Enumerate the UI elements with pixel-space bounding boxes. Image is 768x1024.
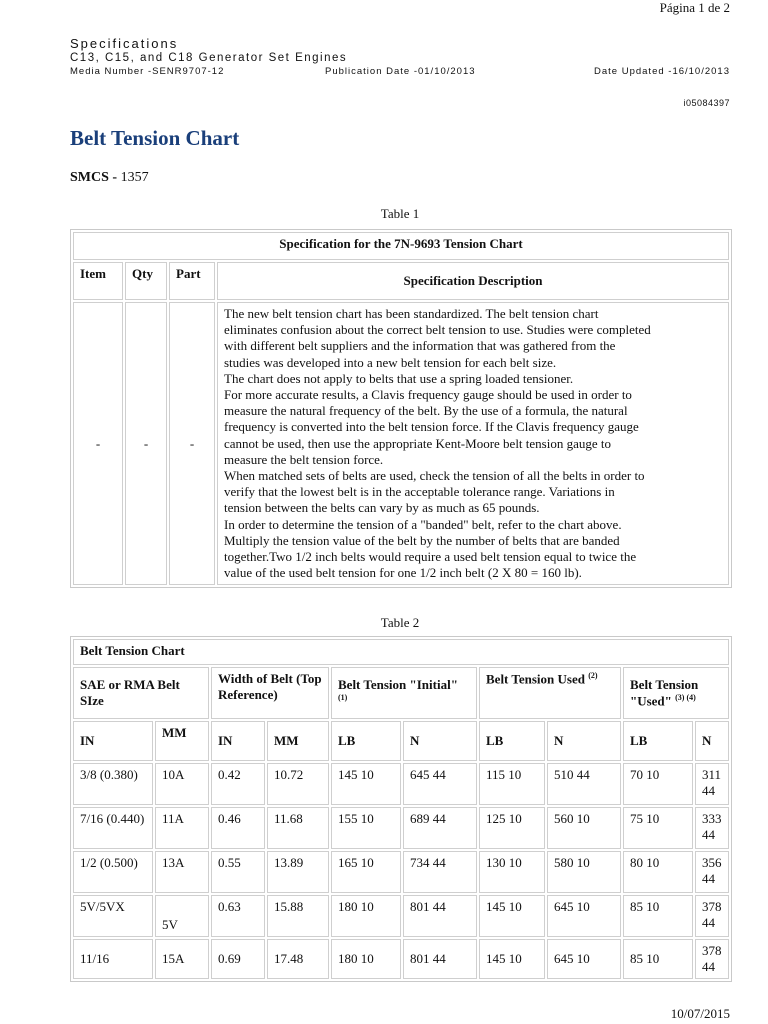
subcol-width-in: IN — [211, 721, 265, 761]
group-used-label: Belt Tension Used — [486, 671, 585, 687]
publication-date: Publication Date -01/10/2013 — [325, 66, 476, 77]
group-used — [479, 667, 621, 719]
cell-used-lb: 130 10 — [479, 851, 545, 893]
cell-used-q-lb: 75 10 — [623, 807, 693, 849]
cell-width-in: 0.42 — [211, 763, 265, 805]
used-footnote: (2) — [588, 671, 598, 680]
cell-used-q-n: 356 44 — [695, 851, 729, 893]
cell-initial-n: 801 44 — [403, 939, 477, 979]
cell-belt-in: 3/8 (0.380) — [73, 763, 153, 805]
initial-footnote: (1) — [338, 692, 348, 702]
subcol-used-lb: LB — [479, 721, 545, 761]
table2-caption: Table 2 — [380, 615, 420, 630]
cell-belt-in: 5V/5VX — [73, 895, 153, 937]
cell-description — [217, 302, 729, 585]
cell-width-in: 0.63 — [211, 895, 265, 937]
description-line: In order to determine the tension of a "banded" belt, refer to the chart above. — [224, 516, 622, 532]
cell-belt-mm: 10A — [155, 763, 209, 805]
cell-belt-mm: 5V — [155, 895, 209, 937]
subcol-used-q-lb: LB — [623, 721, 693, 761]
description-line: studies was developed into a new belt tension for each belt size. — [224, 354, 557, 370]
cell-used-q-n: 311 44 — [695, 763, 729, 805]
cell-part: - — [169, 302, 215, 585]
table-row — [73, 763, 729, 805]
subcol-used-q-n: N — [695, 721, 729, 761]
description-line: The new belt tension chart has been standardized. The belt tension chart — [224, 306, 599, 321]
description-line: The chart does not apply to belts that use a spring loaded tensioner. — [224, 370, 574, 386]
subcol-in: IN — [73, 721, 153, 761]
subcol-width-mm: MM — [267, 721, 329, 761]
media-number: Media Number -SENR9707-12 — [70, 66, 225, 77]
belt-tension-table — [70, 636, 732, 982]
table1-caption: Table 1 — [380, 206, 420, 221]
description-line: cannot be used, then use the appropriate Kent-Moore belt tension gauge to — [224, 435, 611, 451]
description-line: frequency is converted into the belt tension force. If the Clavis frequency gauge — [224, 419, 639, 435]
description-line: When matched sets of belts are used, check the tension of all the belts in order to — [224, 468, 645, 484]
subcol-initial-n: N — [403, 721, 477, 761]
cell-used-q-lb: 85 10 — [623, 895, 693, 937]
cell-used-q-lb: 80 10 — [623, 851, 693, 893]
cell-used-q-n: 378 44 — [695, 939, 729, 979]
cell-width-mm: 10.72 — [267, 763, 329, 805]
group-used-q-label: Belt Tension "Used" — [630, 676, 699, 709]
description-line: measure the natural frequency of the belt. By the use of a formula, the natural — [224, 403, 628, 419]
cell-initial-n: 645 44 — [403, 763, 477, 805]
cell-used-n: 580 10 — [547, 851, 621, 893]
col-part: Part — [169, 262, 215, 300]
col-qty: Qty — [125, 262, 167, 300]
description-line: tension between the belts can vary by as much as 65 pounds. — [224, 500, 540, 516]
header-category: Specifications — [70, 36, 179, 51]
group-initial — [331, 667, 477, 719]
cell-initial-n: 689 44 — [403, 807, 477, 849]
footer-date: 10/07/2015 — [670, 1006, 730, 1021]
spec-table — [70, 229, 732, 588]
smcs-value: 1357 — [120, 170, 149, 185]
document-id: i05084397 — [683, 98, 730, 108]
cell-initial-n: 734 44 — [403, 851, 477, 893]
cell-belt-in: 1/2 (0.500) — [73, 851, 153, 893]
cell-belt-in: 7/16 (0.440) — [73, 807, 153, 849]
table-row — [73, 851, 729, 893]
cell-used-lb: 115 10 — [479, 763, 545, 805]
cell-used-q-lb: 85 10 — [623, 939, 693, 979]
cell-width-in: 0.46 — [211, 807, 265, 849]
cell-width-in: 0.69 — [211, 939, 265, 979]
header-subtitle: C13, C15, and C18 Generator Set Engines — [70, 52, 348, 64]
cell-belt-in: 11/16 — [73, 939, 153, 979]
table2-heading: Belt Tension Chart — [73, 639, 729, 665]
cell-belt-mm: 13A — [155, 851, 209, 893]
table-row — [73, 939, 729, 979]
description-line: measure the belt tension force. — [224, 451, 384, 467]
cell-belt-mm: 15A — [155, 939, 209, 979]
cell-used-lb: 125 10 — [479, 807, 545, 849]
cell-belt-mm: 11A — [155, 807, 209, 849]
cell-used-q-lb: 70 10 — [623, 763, 693, 805]
cell-width-in: 0.55 — [211, 851, 265, 893]
cell-width-mm: 17.48 — [267, 939, 329, 979]
col-description: Specification Description — [217, 262, 729, 300]
cell-qty: - — [125, 302, 167, 585]
description-line: with different belt suppliers and the information that was gathered from the — [224, 338, 616, 354]
group-width: Width of Belt (Top Reference) — [211, 667, 329, 719]
cell-used-q-n: 378 44 — [695, 895, 729, 937]
description-line: Multiply the tension value of the belt by the number of belts that are banded — [224, 532, 620, 548]
cell-used-q-n: 333 44 — [695, 807, 729, 849]
group-used-q — [623, 667, 729, 719]
page-title: Belt Tension Chart — [70, 126, 240, 150]
description-line: For more accurate results, a Clavis frequency gauge should be used in order to — [224, 387, 632, 403]
cell-width-mm: 11.68 — [267, 807, 329, 849]
table1-heading: Specification for the 7N-9693 Tension Chart — [73, 232, 729, 260]
cell-used-lb: 145 10 — [479, 939, 545, 979]
cell-initial-lb: 180 10 — [331, 895, 401, 937]
cell-used-n: 645 10 — [547, 939, 621, 979]
cell-initial-lb: 180 10 — [331, 939, 401, 979]
cell-width-mm: 15.88 — [267, 895, 329, 937]
description-line: eliminates confusion about the correct belt tension to use. Studies were completed — [224, 322, 651, 338]
col-item: Item — [73, 262, 123, 300]
smcs-code — [70, 170, 149, 186]
cell-initial-lb: 155 10 — [331, 807, 401, 849]
subcol-used-n: N — [547, 721, 621, 761]
cell-initial-n: 801 44 — [403, 895, 477, 937]
cell-initial-lb: 145 10 — [331, 763, 401, 805]
group-belt-size: SAE or RMA Belt SIze — [73, 667, 209, 719]
table-row — [73, 807, 729, 849]
cell-initial-lb: 165 10 — [331, 851, 401, 893]
date-updated: Date Updated -16/10/2013 — [594, 66, 730, 77]
group-initial-label: Belt Tension "Initial" — [338, 676, 458, 692]
description-line: verify that the lowest belt is in the acceptable tolerance range. Variations in — [224, 484, 615, 500]
cell-used-n: 560 10 — [547, 807, 621, 849]
description-line: together.Two 1/2 inch belts would require a used belt tension equal to twice the — [224, 549, 637, 565]
table-row — [73, 895, 729, 937]
subcol-mm: MM — [155, 721, 209, 761]
page-number: Página 1 de 2 — [659, 0, 730, 15]
subcol-initial-lb: LB — [331, 721, 401, 761]
cell-used-n: 645 10 — [547, 895, 621, 937]
cell-width-mm: 13.89 — [267, 851, 329, 893]
cell-used-n: 510 44 — [547, 763, 621, 805]
cell-used-lb: 145 10 — [479, 895, 545, 937]
description-line: value of the used belt tension for one 1/2 inch belt (2 X 80 = 160 lb). — [224, 565, 582, 581]
cell-item: - — [73, 302, 123, 585]
used-q-footnote: (3) (4) — [675, 692, 696, 702]
smcs-label: SMCS - — [70, 170, 118, 185]
